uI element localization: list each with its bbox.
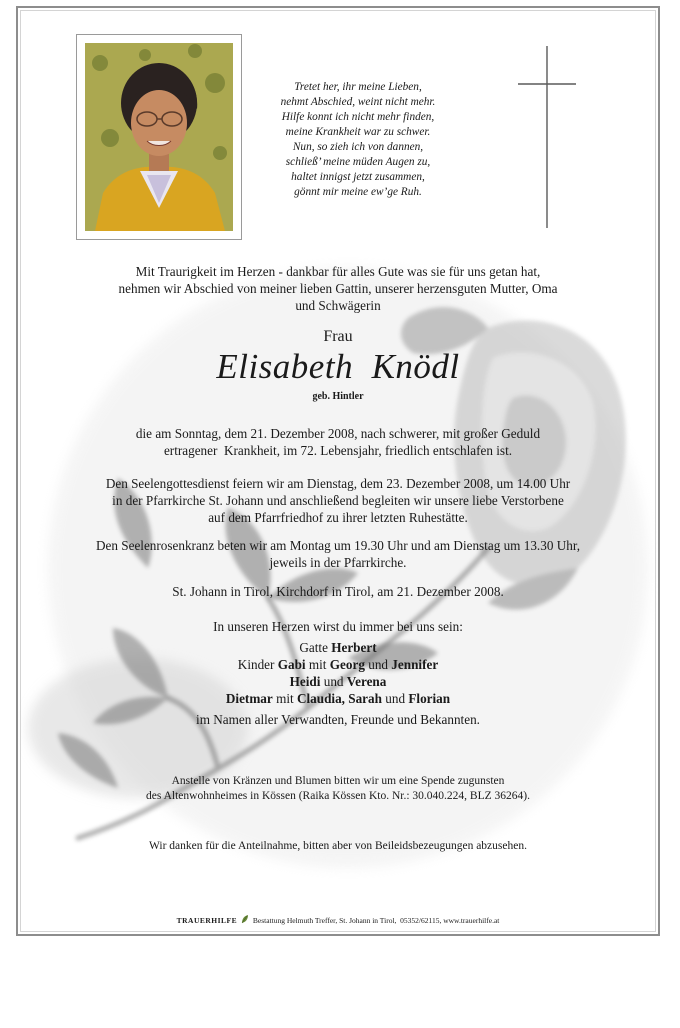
death-notice <box>18 425 658 459</box>
funeral-service-line: auf dem Pfarrfriedhof zu ihrer letzten Ruhestätte. <box>208 510 468 525</box>
family-text: und <box>385 691 406 706</box>
rosary <box>18 537 658 571</box>
footer <box>18 914 658 925</box>
donation-line: Anstelle von Kränzen und Blumen bitten wir um eine Spende zugunsten <box>171 775 505 787</box>
poem-line: meine Krankheit war zu schwer. <box>285 126 431 138</box>
poem-line: schließ’ meine müden Augen zu, <box>285 156 431 168</box>
donation-request <box>18 774 658 804</box>
family-name: Georg <box>329 657 365 672</box>
thanks-line: Wir danken für die Anteilnahme, bitten aber von Beileidsbezeugungen abzusehen. <box>149 840 527 852</box>
intro-text <box>18 263 658 314</box>
family-text: Gatte <box>299 640 328 655</box>
family-text: und <box>368 657 388 672</box>
deceased-name: Elisabeth Knödl <box>216 347 460 386</box>
cross-icon <box>518 46 576 228</box>
portrait-frame <box>76 34 242 240</box>
rosary-line: jeweils in der Pfarrkirche. <box>269 555 407 570</box>
family-list <box>18 639 658 707</box>
family-name: Gabi <box>277 657 306 672</box>
poem-line: Hilfe konnt ich nicht mehr finden, <box>281 111 435 123</box>
poem <box>263 80 453 200</box>
family-text: und <box>323 674 344 689</box>
memory-line: In unseren Herzen wirst du immer bei uns sein: <box>213 619 463 634</box>
funeral-service-line: in der Pfarrkirche St. Johann und anschließend begleiten wir unsere liebe Verstorbene <box>112 493 564 508</box>
family-name: Heidi <box>289 674 321 689</box>
funeral-service-line: Den Seelengottesdienst feiern wir am Dienstag, dem 23. Dezember 2008, um 14.00 Uhr <box>105 476 571 491</box>
salutation: Frau <box>323 328 353 345</box>
family-name: Herbert <box>331 640 377 655</box>
rosary-line: Den Seelenrosenkranz beten wir am Montag um 19.30 Uhr und am Dienstag um 13.30 Uhr, <box>95 538 580 553</box>
family-name: Florian <box>408 691 451 706</box>
donation-line: des Altenwohnheimes in Kössen (Raika Kössen Kto. Nr.: 30.040.224, BLZ 36264). <box>146 790 530 802</box>
footer-brand: TRAUERHILFE <box>176 916 238 925</box>
poem-line: haltet innigst jetzt zusammen, <box>291 171 425 183</box>
leaf-icon <box>241 914 249 924</box>
family-name: Claudia, Sarah <box>296 691 382 706</box>
family-name: Dietmar <box>225 691 273 706</box>
family-text: mit <box>308 657 327 672</box>
poem-line: gönnt mir meine ew’ge Ruh. <box>294 186 422 198</box>
death-notice-line: die am Sonntag, dem 21. Dezember 2008, nach schwerer, mit großer Geduld <box>135 426 541 441</box>
intro-line: nehmen wir Abschied von meiner lieben Gattin, unserer herzensguten Mutter, Oma <box>118 281 558 296</box>
funeral-service <box>18 475 658 526</box>
obituary-card <box>16 6 660 936</box>
family-children-3 <box>18 690 658 707</box>
relatives-line: im Namen aller Verwandten, Freunde und Bekannten. <box>196 712 480 727</box>
family-children-1 <box>18 656 658 673</box>
birth-name: geb. Hintler <box>312 391 364 402</box>
intro-line: und Schwägerin <box>295 298 381 313</box>
footer-text: Bestattung Helmuth Treffer, St. Johann in Tirol, 05352/62115, www.trauerhilfe.at <box>252 916 500 925</box>
family-children-2 <box>18 673 658 690</box>
death-notice-line: ertragener Krankheit, im 72. Lebensjahr, friedlich entschlafen ist. <box>163 443 513 458</box>
family-husband <box>18 639 658 656</box>
poem-line: Tretet her, ihr meine Lieben, <box>294 81 422 93</box>
family-name: Verena <box>346 674 387 689</box>
poem-line: Nun, so zieh ich von dannen, <box>292 141 424 153</box>
place-date: St. Johann in Tirol, Kirchdorf in Tirol, am 21. Dezember 2008. <box>172 584 504 599</box>
family-name: Jennifer <box>391 657 439 672</box>
portrait-photo <box>85 43 233 231</box>
family-text: Kinder <box>237 657 275 672</box>
poem-line: nehmt Abschied, weint nicht mehr. <box>280 96 436 108</box>
intro-line: Mit Traurigkeit im Herzen - dankbar für alles Gute was sie für uns getan hat, <box>135 264 541 279</box>
family-text: mit <box>276 691 294 706</box>
